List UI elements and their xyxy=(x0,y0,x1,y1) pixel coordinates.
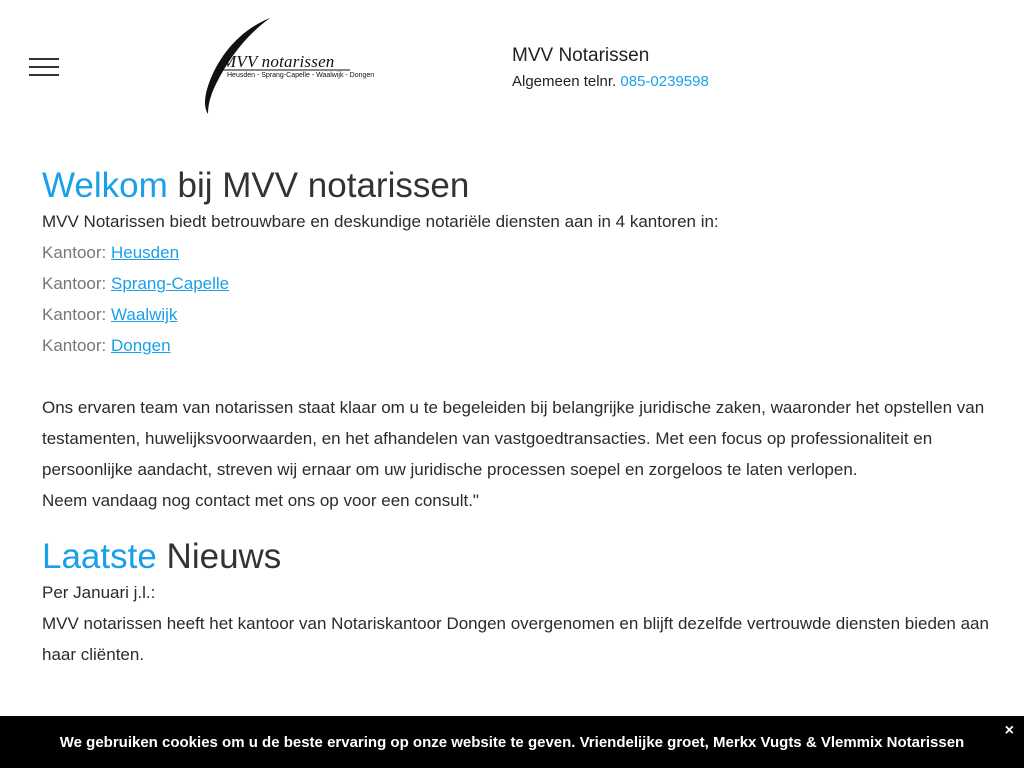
spacer xyxy=(42,361,992,392)
office-label: Kantoor: xyxy=(42,336,107,355)
office-item xyxy=(42,268,992,299)
company-name: MVV Notarissen xyxy=(512,45,650,66)
office-item xyxy=(42,299,992,330)
office-link-heusden[interactable]: Heusden xyxy=(111,243,180,262)
welcome-title-accent: Welkom xyxy=(42,166,168,205)
office-item xyxy=(42,330,992,361)
cookie-bar xyxy=(0,716,1024,768)
office-label: Kantoor: xyxy=(42,243,107,262)
header-contact xyxy=(512,44,709,94)
close-icon[interactable]: × xyxy=(1004,722,1014,739)
office-item xyxy=(42,237,992,268)
office-link-waalwijk[interactable]: Waalwijk xyxy=(111,305,178,324)
menu-line xyxy=(29,74,59,76)
site-logo[interactable] xyxy=(200,16,375,116)
office-link-dongen[interactable]: Dongen xyxy=(111,336,171,355)
welcome-body-line: testamenten, huwelijksvoorwaarden, en het afhandelen van vastgoedtransacties. Met een focus op professionaliteit en xyxy=(42,429,933,448)
news-title xyxy=(42,537,992,577)
welcome-title-rest: bij MVV notarissen xyxy=(177,166,470,205)
main-content xyxy=(42,166,992,670)
office-label: Kantoor: xyxy=(42,274,107,293)
welcome-cta: Neem vandaag nog contact met ons op voor een consult." xyxy=(42,491,479,510)
cookie-text: We gebruiken cookies om u de beste ervaring op onze website te geven. Vriendelijke groet, Merkx Vugts & Vlemmix Notarissen xyxy=(59,733,965,751)
news-title-rest: Nieuws xyxy=(166,537,282,576)
office-label: Kantoor: xyxy=(42,305,107,324)
phone-label: Algemeen telnr. xyxy=(512,73,617,90)
logo-title: MVV notarissen xyxy=(222,52,335,71)
hamburger-menu-icon[interactable] xyxy=(29,57,59,77)
office-link-sprang-capelle[interactable]: Sprang-Capelle xyxy=(111,274,230,293)
welcome-title xyxy=(42,166,992,206)
phone-line xyxy=(512,70,709,94)
menu-line xyxy=(29,58,59,60)
news-date: Per Januari j.l.: xyxy=(42,583,156,602)
news-body-line: haar cliënten. xyxy=(42,645,145,664)
menu-line xyxy=(29,66,59,68)
welcome-body-line: Ons ervaren team van notarissen staat klaar om u te begeleiden bij belangrijke juridische zaken, waaronder het opstellen van xyxy=(42,398,985,417)
phone-link[interactable]: 085-0239598 xyxy=(620,73,709,90)
news-title-accent: Laatste xyxy=(42,537,157,576)
welcome-intro: MVV Notarissen biedt betrouwbare en deskundige notariële diensten aan in 4 kantoren in: xyxy=(42,212,719,231)
news-body-line: MVV notarissen heeft het kantoor van Notariskantoor Dongen overgenomen en blijft dezelfde vertrouwde diensten bieden aan xyxy=(42,614,989,633)
welcome-body-line: persoonlijke aandacht, streven wij ernaar om uw juridische processen soepel en zorgeloos te laten verlopen. xyxy=(42,460,858,479)
logo-subtitle: Heusden - Sprang-Capelle - Waalwijk - Dongen xyxy=(227,72,375,79)
